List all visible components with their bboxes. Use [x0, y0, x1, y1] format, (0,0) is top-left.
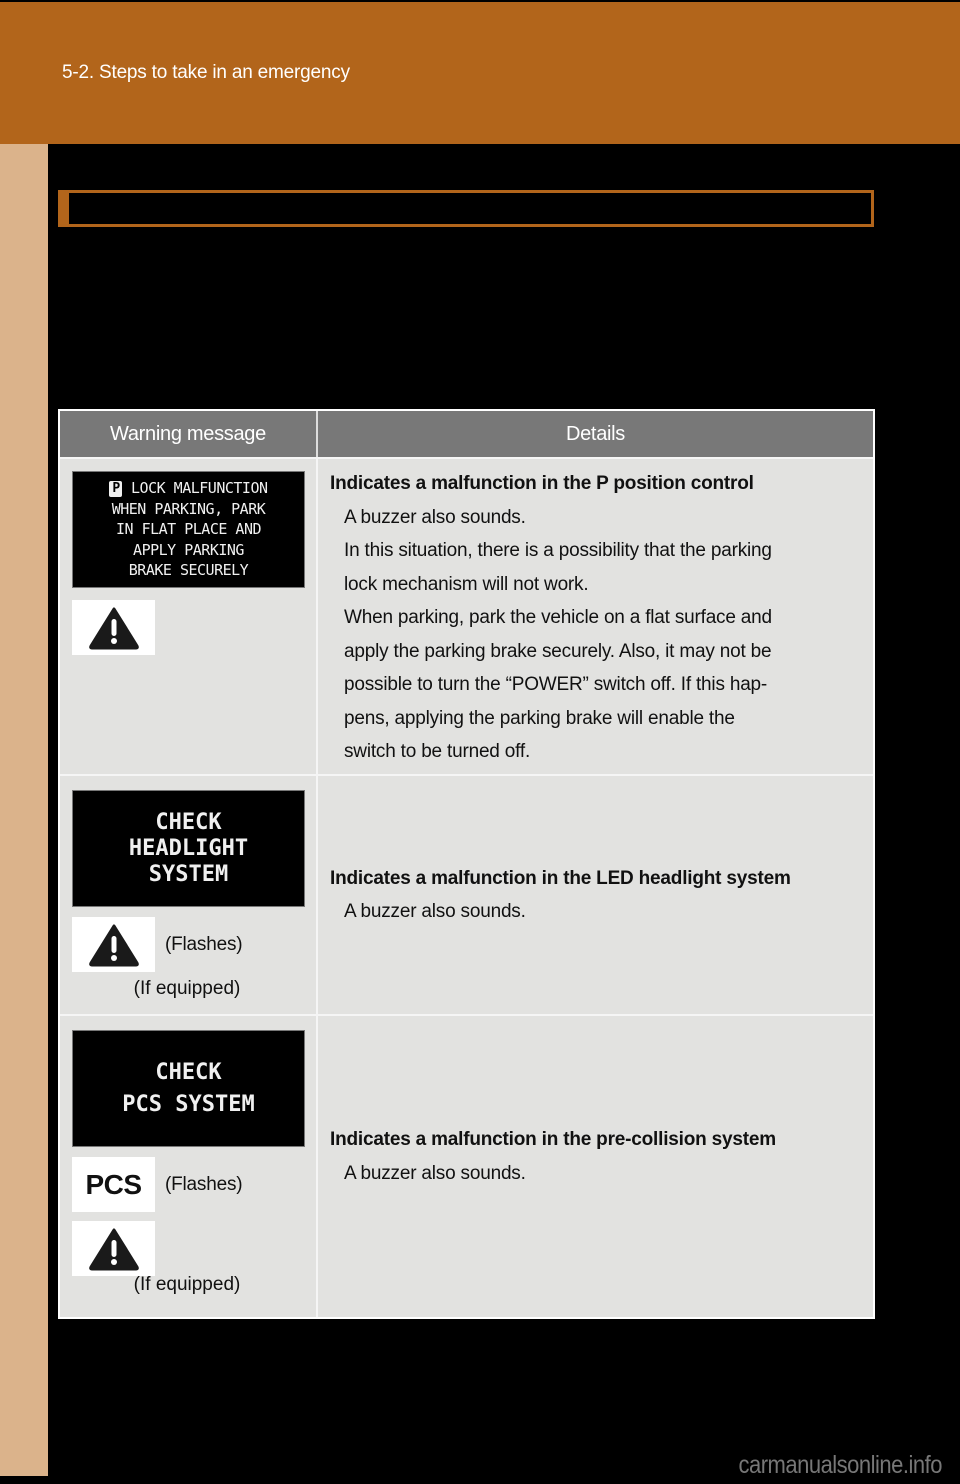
- header-warning-message: Warning message: [60, 411, 318, 457]
- warning-message-cell: [60, 1016, 318, 1317]
- section-bar-accent: [61, 193, 69, 224]
- display-line: SYSTEM: [148, 861, 229, 887]
- table-header: [60, 411, 873, 457]
- pcs-indicator-icon: [72, 1157, 155, 1212]
- warning-display: [72, 471, 305, 588]
- display-line: LOCK MALFUNCTION: [131, 479, 268, 498]
- detail-title: Indicates a malfunction in the P position control: [330, 473, 754, 494]
- detail-line: A buzzer also sounds.: [344, 506, 526, 528]
- display-line: CHECK: [155, 809, 222, 835]
- flashes-note: (Flashes): [165, 933, 243, 955]
- p-position-icon: P: [109, 481, 122, 497]
- details-cell: [318, 1016, 873, 1317]
- detail-line: A buzzer also sounds.: [344, 1162, 526, 1184]
- section-title: 5-2. Steps to take in an emergency: [62, 62, 350, 83]
- display-line: HEADLIGHT: [128, 835, 249, 861]
- display-line: PCS SYSTEM: [122, 1091, 255, 1117]
- display-line: BRAKE SECURELY: [128, 561, 249, 580]
- detail-line: A buzzer also sounds.: [344, 901, 526, 922]
- warning-message-cell: [60, 776, 318, 1014]
- header-details: Details: [565, 422, 626, 445]
- section-heading-bar: [58, 190, 874, 227]
- table-row: [60, 1014, 873, 1317]
- detail-title: Indicates a malfunction in the pre-collision system: [330, 1129, 776, 1150]
- detail-line: When parking, park the vehicle on a flat surface and: [344, 607, 772, 628]
- warning-triangle-icon: [72, 1221, 155, 1276]
- warning-triangle-icon: [72, 600, 155, 655]
- side-tab: [0, 144, 48, 1476]
- display-line: IN FLAT PLACE AND: [115, 520, 262, 539]
- display-line: CHECK: [155, 1059, 222, 1085]
- warning-triangle-icon: [72, 917, 155, 972]
- watermark: carmanualsonline.info: [738, 1450, 942, 1479]
- detail-line: switch to be turned off.: [344, 741, 531, 762]
- detail-line: pens, applying the parking brake will enable the: [344, 707, 735, 729]
- detail-line: lock mechanism will not work.: [344, 573, 589, 595]
- table-row: [60, 774, 873, 1014]
- details-cell: [318, 776, 873, 1014]
- detail-line: In this situation, there is a possibility that the parking: [344, 540, 772, 561]
- display-line: APPLY PARKING: [133, 540, 244, 559]
- display-line: WHEN PARKING, PARK: [111, 499, 266, 518]
- warning-display: [72, 1030, 305, 1147]
- table-row: [60, 457, 873, 774]
- detail-line: apply the parking brake securely. Also, it may not be: [344, 640, 772, 662]
- warning-display: [72, 790, 305, 907]
- detail-line: possible to turn the “POWER” switch off. If this hap-: [344, 674, 768, 695]
- flashes-note: (Flashes): [165, 1173, 243, 1195]
- warning-table: [58, 409, 875, 1319]
- if-equipped-note: (If equipped): [133, 1274, 241, 1295]
- details-cell: [318, 459, 873, 774]
- if-equipped-note: (If equipped): [133, 978, 241, 999]
- pcs-label: PCS: [85, 1168, 142, 1200]
- warning-message-cell: [60, 459, 318, 774]
- page-header: [0, 2, 960, 144]
- detail-title: Indicates a malfunction in the LED headlight system: [330, 867, 791, 889]
